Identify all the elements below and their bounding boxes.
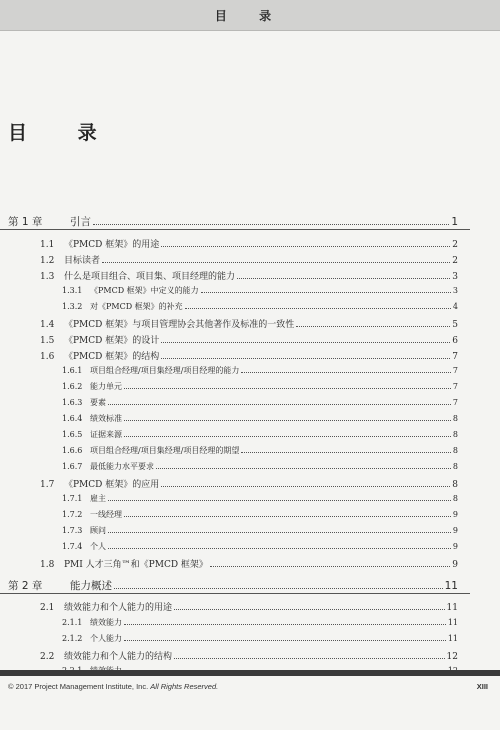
toc-entry[interactable] [62,381,458,392]
page-number: XIII [476,682,488,691]
toc-entry[interactable] [40,557,458,570]
toc-entry-page: 5 [452,320,458,330]
dot-leader [201,286,451,293]
toc-entry-page: 9 [452,560,458,570]
toc-entry-number: 1.6.2 [62,382,83,391]
dot-leader [156,462,451,469]
toc-entry-number: 1.7.1 [62,494,83,503]
toc-entry-title: 雇主 [90,494,106,503]
toc-entry-title: 绩效能力和个人能力的用途 [64,603,173,613]
toc-entry-title: 能力单元 [90,382,122,391]
dot-leader [124,414,451,421]
dot-leader [241,446,451,453]
toc-entry-number: 1.7.2 [62,510,83,519]
toc-entry-title: 证据来源 [90,430,122,439]
toc-entry-number: 2.1.1 [62,618,83,627]
dot-leader [296,319,450,327]
toc-entry-number: 1.7.4 [62,542,83,551]
toc-entry-page: 6 [452,336,458,346]
toc-entry-number: 1.3 [40,272,55,282]
toc-entry-page: 7 [452,382,458,391]
toc-entry-number: 1.6.6 [62,446,83,455]
toc-entry-number: 1.6.5 [62,430,83,439]
dot-leader [124,634,446,641]
dot-leader [108,398,451,405]
running-header-title: 目 录 [214,9,286,23]
toc-entry[interactable] [40,349,458,362]
toc-entry-number: 1.4 [40,320,55,330]
toc-entry-title: 项目组合经理/项目集经理/项目经理的期望 [90,446,240,455]
toc-entry[interactable] [62,461,458,472]
toc-entry-title: 要素 [90,398,106,407]
toc-entry[interactable] [62,541,458,552]
toc-entry-title: 顾问 [90,526,106,535]
toc-entry-title: 《PMCD 框架》的用途 [64,240,160,250]
toc-entry-title: 能力概述 [70,580,112,592]
chapter-underline [0,229,470,230]
toc-entry[interactable] [40,649,458,662]
page-title: 目 录 [8,122,119,144]
toc-entry[interactable] [40,477,458,490]
toc-entry-page: 7 [452,398,458,407]
dot-leader [108,542,451,549]
dot-leader [161,239,450,247]
dot-leader [124,510,451,517]
toc-entry-number: 1.3.1 [62,286,83,295]
toc-entry[interactable] [40,269,458,282]
dot-leader [108,526,451,533]
toc-entry-title: 个人 [90,542,106,551]
toc-entry-number: 1.2 [40,256,55,266]
toc-entry-number: 2.1 [40,603,55,613]
toc-entry[interactable] [62,285,458,296]
toc-entry[interactable] [62,509,458,520]
toc-entry[interactable] [40,253,458,266]
toc-entry[interactable] [40,333,458,346]
toc-entry-number: 1.1 [40,240,55,250]
toc-entry[interactable] [62,413,458,424]
toc-entry-page: 8 [452,414,458,423]
toc-entry-page: 8 [452,494,458,503]
toc-entry-page: 3 [452,286,458,295]
toc-entry-number: 1.6.1 [62,366,83,375]
toc-entry-page: 8 [452,462,458,471]
toc-entry-title: 什么是项目组合、项目集、项目经理的能力 [64,272,236,282]
toc-entry-number: 1.6.3 [62,398,83,407]
toc-entry[interactable] [62,525,458,536]
toc-entry[interactable] [40,237,458,250]
toc-entry-number: 2.2 [40,652,55,662]
dot-leader [174,651,445,659]
toc-entry-number: 1.7.3 [62,526,83,535]
toc-entry-page: 2 [452,240,458,250]
dot-leader [161,479,450,487]
rights-text: All Rights Reserved. [150,682,219,691]
toc-entry-number: 1.6.4 [62,414,83,423]
toc-entry-page: 3 [452,272,458,282]
toc-entry-title: 一线经理 [90,510,122,519]
toc-entry-page: 1 [451,216,458,228]
copyright-text: © 2017 Project Management Institute, Inc. [8,682,149,691]
dot-leader [124,382,451,389]
toc-entry-title: 目标读者 [64,256,101,266]
toc-entry-title: 《PMCD 框架》的设计 [64,336,160,346]
dot-leader [161,351,450,359]
toc-entry-title: 最低能力水平要求 [90,462,154,471]
toc-entry-number: 第 1 章 [8,216,43,228]
toc-chapter-entry[interactable] [8,578,458,593]
dot-leader [93,216,449,225]
dot-leader [124,430,451,437]
toc-entry[interactable] [62,617,458,628]
dot-leader [174,602,445,610]
toc-entry[interactable] [62,397,458,408]
toc-entry-title: 《PMCD 框架》与项目管理协会其他著作及标准的一致性 [64,320,295,330]
toc-entry-title: 《PMCD 框架》的应用 [64,480,160,490]
toc-entry-number: 1.8 [40,560,55,570]
toc-entry-page: 8 [452,446,458,455]
toc-chapter-entry[interactable] [8,214,458,229]
toc-entry-title: 项目组合经理/项目集经理/项目经理的能力 [90,366,240,375]
toc-entry-title: 引言 [70,216,91,228]
dot-leader [102,255,450,263]
toc-entry-page: 9 [452,510,458,519]
toc-entry[interactable] [62,429,458,440]
toc-entry-page: 9 [452,526,458,535]
toc-entry-title: 绩效能力 [90,618,122,627]
toc-entry-title: 绩效能力和个人能力的结构 [64,652,173,662]
toc-entry-page: 11 [446,603,458,613]
toc-entry-title: 《PMCD 框架》的结构 [64,352,160,362]
toc-entry-number: 1.5 [40,336,55,346]
toc-entry[interactable] [62,301,458,312]
toc-entry-page: 8 [452,480,458,490]
toc-entry-page: 7 [452,352,458,362]
toc-entry-number: 1.3.2 [62,302,83,311]
dot-leader [241,366,451,373]
dot-leader [108,494,451,501]
toc-entry-title: 绩效标准 [90,414,122,423]
dot-leader [114,580,443,589]
toc-entry-number: 1.6 [40,352,55,362]
toc-entry-title: 个人能力 [90,634,122,643]
toc-entry-page: 9 [452,542,458,551]
chapter-underline [0,593,470,594]
toc-entry-number: 第 2 章 [8,580,43,592]
toc-entry-page: 7 [452,366,458,375]
toc-entry[interactable] [62,633,458,644]
toc-entry-page: 4 [452,302,458,311]
toc-entry-page: 2 [452,256,458,266]
toc-entry[interactable] [62,365,458,376]
toc-entry-number: 1.6.7 [62,462,83,471]
toc-entry-title: 《PMCD 框架》中定义的能力 [90,286,199,295]
dot-leader [124,618,446,625]
toc-entry-page: 8 [452,430,458,439]
toc-entry-title: 对《PMCD 框架》的补充 [90,302,183,311]
toc-entry[interactable] [40,317,458,330]
toc-entry-page: 11 [447,618,458,627]
dot-leader [185,302,451,309]
toc-entry-page: 12 [446,652,458,662]
toc-entry[interactable] [62,493,458,504]
dot-leader [237,271,450,279]
dot-leader [210,559,450,567]
toc-entry[interactable] [40,600,458,613]
copyright-line [8,682,218,691]
footer-rule [0,670,500,676]
toc-entry-number: 1.7 [40,480,55,490]
toc-entry-title: PMI 人才三角™和《PMCD 框架》 [64,560,208,570]
toc-entry-page: 11 [447,634,458,643]
toc-entry-page: 11 [444,580,458,592]
toc-entry[interactable] [62,445,458,456]
toc-entry-number: 2.1.2 [62,634,83,643]
dot-leader [161,335,450,343]
